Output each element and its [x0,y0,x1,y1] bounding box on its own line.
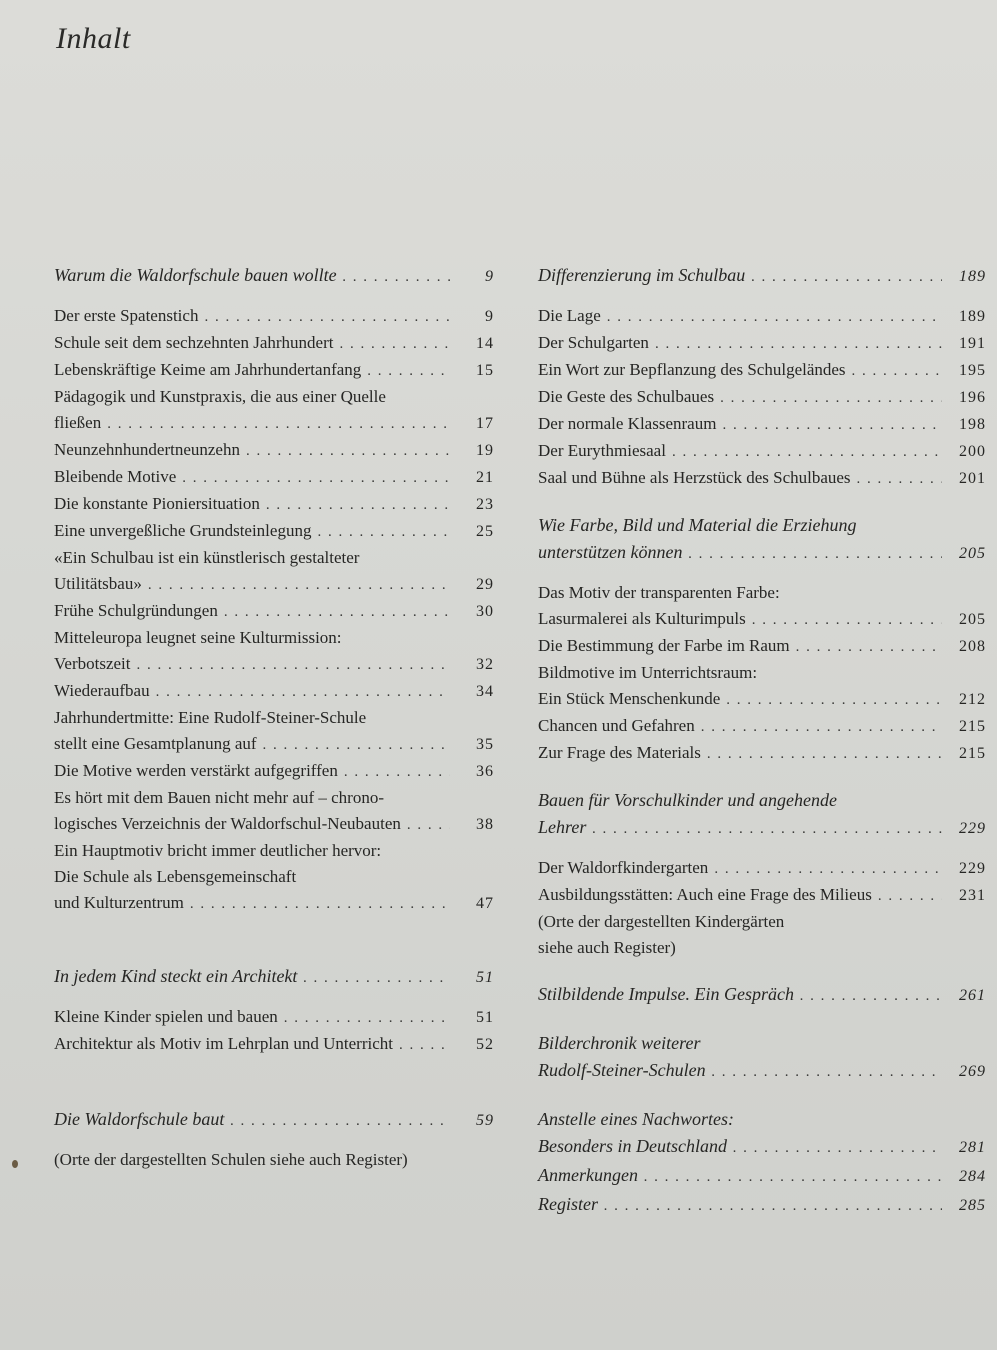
entry-title: Neunzehnhundertneunzehn [54,440,240,459]
dot-leader [190,891,450,917]
toc-entry [54,838,494,864]
toc-section-heading [538,814,986,843]
toc-entry [538,411,986,438]
dot-leader [720,385,942,411]
dot-leader [303,965,450,992]
heading-text: Stilbildende Impulse. Ein Gespräch [538,984,794,1004]
page-number: 261 [959,987,986,1004]
toc-entry [54,410,494,437]
page-number: 25 [476,523,494,540]
entry-title: Jahrhundertmitte: Eine Rudolf-Steiner-Schule [54,708,367,727]
page-number: 51 [476,969,494,986]
toc-section-heading [54,963,494,992]
heading-text: Lehrer [538,817,587,837]
dot-leader [367,358,450,384]
heading-text: Bauen für Vorschulkinder und angehende [538,790,837,810]
dot-leader [672,439,942,465]
toc-entry [54,598,494,625]
paper-spot [12,1160,18,1168]
section-heading-block [538,262,986,291]
entry-title: (Orte der dargestellten Kindergärten [538,912,785,931]
dot-leader [156,679,450,705]
toc-entry [54,518,494,545]
dot-leader [246,438,450,464]
entry-title: Verbotszeit [54,654,131,673]
toc-section [54,262,494,917]
entry-title: Chancen und Gefahren [538,716,695,735]
entry-title: Ein Wort zur Bepflanzung des Schulgeländes [538,360,846,379]
toc-section-heading [538,1057,986,1086]
entry-title: stellt eine Gesamtplanung auf [54,734,257,753]
dot-leader [878,883,942,909]
toc-entry [538,882,986,909]
entry-title: Lebenskräftige Keime am Jahrhundertanfang [54,360,362,379]
entry-title: Saal und Bühne als Herzstück des Schulbaues [538,468,851,487]
page-number: 29 [476,576,494,593]
entry-title: Das Motiv der transparenten Farbe: [538,583,780,602]
entry-title: Die Lage [538,306,601,325]
heading-text: Register [538,1194,598,1214]
toc-section [54,963,494,1058]
entry-title: Der erste Spatenstich [54,306,199,325]
toc-section [538,1106,986,1220]
entry-title: Lasurmalerei als Kulturimpuls [538,609,746,628]
toc-section-heading [538,1191,986,1220]
toc-entry [54,357,494,384]
entry-title: Es hört mit dem Bauen nicht mehr auf – chrono- [54,788,384,807]
section-heading-block [538,787,986,843]
toc-entry [54,384,494,410]
page-number: 201 [959,470,986,487]
dot-leader [339,331,450,357]
heading-text: Bilderchronik weiterer [538,1033,701,1053]
dot-leader [263,732,450,758]
dot-leader [712,1059,942,1086]
heading-text: In jedem Kind steckt ein Architekt [54,966,298,986]
toc-section-heading [538,1030,986,1057]
dot-leader [751,264,942,291]
toc-entry [538,606,986,633]
toc-section [54,1106,494,1173]
toc-column-right [538,262,986,1240]
toc-entry [538,330,986,357]
dot-leader [136,652,450,678]
toc-entry [54,303,494,330]
entry-title: fließen [54,413,102,432]
entry-title: Utilitätsbau» [54,574,142,593]
page-number: 269 [959,1063,986,1080]
page-number: 195 [959,362,986,379]
toc-entry [54,491,494,518]
entry-title: siehe auch Register) [538,938,676,957]
toc-entry [54,625,494,651]
toc-entry [538,633,986,660]
toc-entry [54,864,494,890]
dot-leader [607,304,942,330]
dot-leader [107,411,450,437]
page-number: 51 [476,1009,494,1026]
page-number: 23 [476,496,494,513]
page-number: 189 [959,308,986,325]
toc-entry [54,890,494,917]
toc-entry [54,1004,494,1031]
section-heading-block [54,262,494,291]
toc-section-heading [538,981,986,1010]
entry-title: Der Eurythmiesaal [538,441,666,460]
page-number: 15 [476,362,494,379]
dot-leader [284,1005,450,1031]
toc-entry [538,303,986,330]
entry-title: Die konstante Pioniersituation [54,494,260,513]
entry-title: Der Schulgarten [538,333,649,352]
entry-title: Die Geste des Schulbaues [538,387,715,406]
dot-leader [688,541,942,568]
heading-text: Differenzierung im Schulbau [538,265,746,285]
entry-title: Der Waldorfkindergarten [538,858,709,877]
page-number: 212 [959,691,986,708]
section-heading-block [538,1030,986,1086]
entry-title: Ausbildungsstätten: Auch eine Frage des Milieus [538,885,872,904]
heading-text: unterstützen können [538,542,683,562]
dot-leader [317,519,450,545]
page-number: 34 [476,683,494,700]
page-number: 38 [476,816,494,833]
toc-entry [54,545,494,571]
toc-section-heading [538,787,986,814]
heading-text: Anstelle eines Nachwortes: [538,1109,734,1129]
page-number: 52 [476,1036,494,1053]
page-number: 59 [476,1112,494,1129]
page-number: 189 [959,268,986,285]
dot-leader [343,264,450,291]
toc-section-heading [538,1133,986,1162]
toc-entry [54,678,494,705]
dot-leader [182,465,450,491]
page-number: 208 [959,638,986,655]
entry-title: Kleine Kinder spielen und bauen [54,1007,278,1026]
page-number: 215 [959,745,986,762]
entry-title: Der normale Klassenraum [538,414,717,433]
toc-section [538,262,986,492]
toc-section-heading [538,262,986,291]
dot-leader [344,759,450,785]
toc-entry [54,758,494,785]
toc-section-heading [538,1106,986,1133]
dot-leader [796,634,942,660]
dot-leader [707,741,942,767]
toc-section [538,1030,986,1086]
dot-leader [857,466,942,492]
entry-title: Mitteleuropa leugnet seine Kulturmission: [54,628,342,647]
entry-title: Die Motive werden verstärkt aufgegriffen [54,761,338,780]
toc-column-left [54,262,494,1193]
page-title: Inhalt [56,22,131,55]
entry-title: logisches Verzeichnis der Waldorfschul-Neubauten [54,814,401,833]
section-heading-block [538,1106,986,1220]
page-number: 215 [959,718,986,735]
toc-entry [54,1147,494,1173]
page-number: 32 [476,656,494,673]
entry-title: Bildmotive im Unterrichtsraum: [538,663,758,682]
toc-entry [538,465,986,492]
toc-section [538,981,986,1010]
page-number: 35 [476,736,494,753]
page-number: 9 [485,308,494,325]
toc-entry [54,464,494,491]
toc-entry [538,855,986,882]
dot-leader [230,1108,450,1135]
toc-entry [538,909,986,935]
page-number: 47 [476,895,494,912]
section-heading-block [54,963,494,992]
toc-entry [538,580,986,606]
heading-text: Warum die Waldorfschule bauen wollte [54,265,337,285]
dot-leader [604,1193,942,1220]
entry-title: (Orte der dargestellten Schulen siehe auch Register) [54,1150,408,1169]
toc-entry [538,384,986,411]
toc-section [538,787,986,961]
page-number: 30 [476,603,494,620]
page-number: 231 [959,887,986,904]
toc-entry [538,740,986,767]
entry-title: Bleibende Motive [54,467,177,486]
page-number: 17 [476,415,494,432]
dot-leader [399,1032,450,1058]
dot-leader [800,983,942,1010]
toc-section-heading [54,262,494,291]
toc-entry [54,330,494,357]
section-heading-block [538,981,986,1010]
entry-title: Die Schule als Lebensgemeinschaft [54,867,297,886]
dot-leader [407,812,450,838]
heading-text: Wie Farbe, Bild und Material die Erziehung [538,515,857,535]
entry-title: «Ein Schulbau ist ein künstlerisch gestalteter [54,548,360,567]
toc-entry [538,660,986,686]
heading-text: Anmerkungen [538,1165,638,1185]
entry-title: Ein Hauptmotiv bricht immer deutlicher hervor: [54,841,382,860]
dot-leader [752,607,942,633]
toc-entry [54,571,494,598]
entry-title: Wiederaufbau [54,681,150,700]
heading-text: Besonders in Deutschland [538,1136,727,1156]
dot-leader [726,687,942,713]
heading-text: Rudolf-Steiner-Schulen [538,1060,706,1080]
page-number: 281 [959,1139,986,1156]
entry-title: und Kulturzentrum [54,893,184,912]
dot-leader [733,1135,942,1162]
dot-leader [204,304,450,330]
entry-title: Die Bestimmung der Farbe im Raum [538,636,790,655]
toc-entry [54,705,494,731]
page-number: 196 [959,389,986,406]
dot-leader [266,492,450,518]
page-number: 9 [485,268,494,285]
entry-title: Ein Stück Menschenkunde [538,689,721,708]
section-heading-block [54,1106,494,1135]
heading-text: Die Waldorfschule baut [54,1109,225,1129]
page-number: 229 [959,860,986,877]
entry-title: Zur Frage des Materials [538,743,701,762]
dot-leader [148,572,450,598]
entry-title: Frühe Schulgründungen [54,601,218,620]
toc-entry [538,935,986,961]
toc-section-heading [54,1106,494,1135]
dot-leader [644,1164,942,1191]
dot-leader [722,412,942,438]
page-number: 36 [476,763,494,780]
page-number: 200 [959,443,986,460]
entry-title: Pädagogik und Kunstpraxis, die aus einer Quelle [54,387,386,406]
toc-entry [54,1031,494,1058]
dot-leader [655,331,942,357]
entry-title: Schule seit dem sechzehnten Jahrhundert [54,333,334,352]
page-number: 205 [959,545,986,562]
toc-entry [538,713,986,740]
page-number: 285 [959,1197,986,1214]
toc-entry [54,437,494,464]
page-number: 284 [959,1168,986,1185]
section-heading-block [538,512,986,568]
page-number: 19 [476,442,494,459]
page-number: 229 [959,820,986,837]
page-number: 14 [476,335,494,352]
toc-section-heading [538,512,986,539]
toc-entry [538,357,986,384]
page-number: 198 [959,416,986,433]
page-number: 205 [959,611,986,628]
toc-entry [538,686,986,713]
dot-leader [714,856,942,882]
toc-section-heading [538,1162,986,1191]
dot-leader [592,816,942,843]
toc-section-heading [538,539,986,568]
toc-entry [54,811,494,838]
entry-title: Architektur als Motiv im Lehrplan und Unterricht [54,1034,393,1053]
toc-entry [54,651,494,678]
dot-leader [852,358,942,384]
toc-entry [54,731,494,758]
dot-leader [224,599,450,625]
page-number: 191 [959,335,986,352]
page-number: 21 [476,469,494,486]
toc-entry [54,785,494,811]
entry-title: Eine unvergeßliche Grundsteinlegung [54,521,312,540]
dot-leader [701,714,942,740]
toc-section [538,512,986,767]
toc-entry [538,438,986,465]
